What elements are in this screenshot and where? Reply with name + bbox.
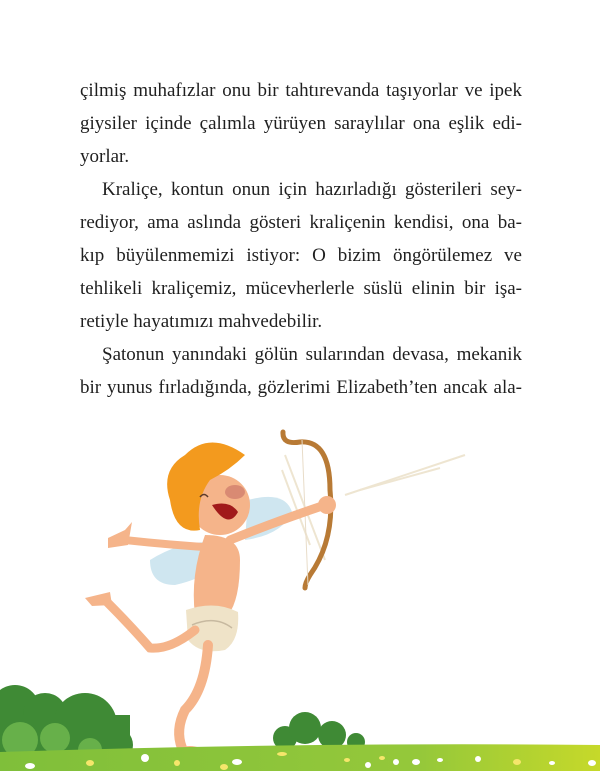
text-line: Kraliçe, kontun onun için hazırladığı gösterileri sey- [102,179,522,200]
text-line: Şatonun yanındaki gölün sularından devasa, mekanik [102,344,522,365]
nose [225,485,245,499]
text-line: yorlar. [80,146,130,167]
text-line: tehlikeli kraliçemiz, mücevherlerle süslü elinin bir işa- [80,278,522,299]
text-line: giysiler içinde çalımla yürüyen saraylılar ona eşlik edi- [80,113,522,134]
text-line: bir yunus fırladığında, gözlerimi Elizabeth’ten ancak ala- [80,377,522,398]
leg-back [105,600,195,648]
text-line: kıp büyülenmemizi istiyor: O bizim öngörülemez ve [80,245,522,266]
text-line: rediyor, ama aslında gösteri kraliçenin kendisi, ona ba- [80,212,522,233]
text-line: retiyle hayatımızı mahvedebilir. [80,311,323,332]
cupid-illustration [0,420,600,771]
text-line: çilmiş muhafızlar onu bir tahtırevanda taşıyorlar ve ipek [80,80,522,101]
paragraph-3 [80,338,522,404]
paragraph-2 [80,173,522,338]
paragraph-1 [80,74,522,173]
leg-front [179,645,208,748]
body-text [80,74,522,404]
